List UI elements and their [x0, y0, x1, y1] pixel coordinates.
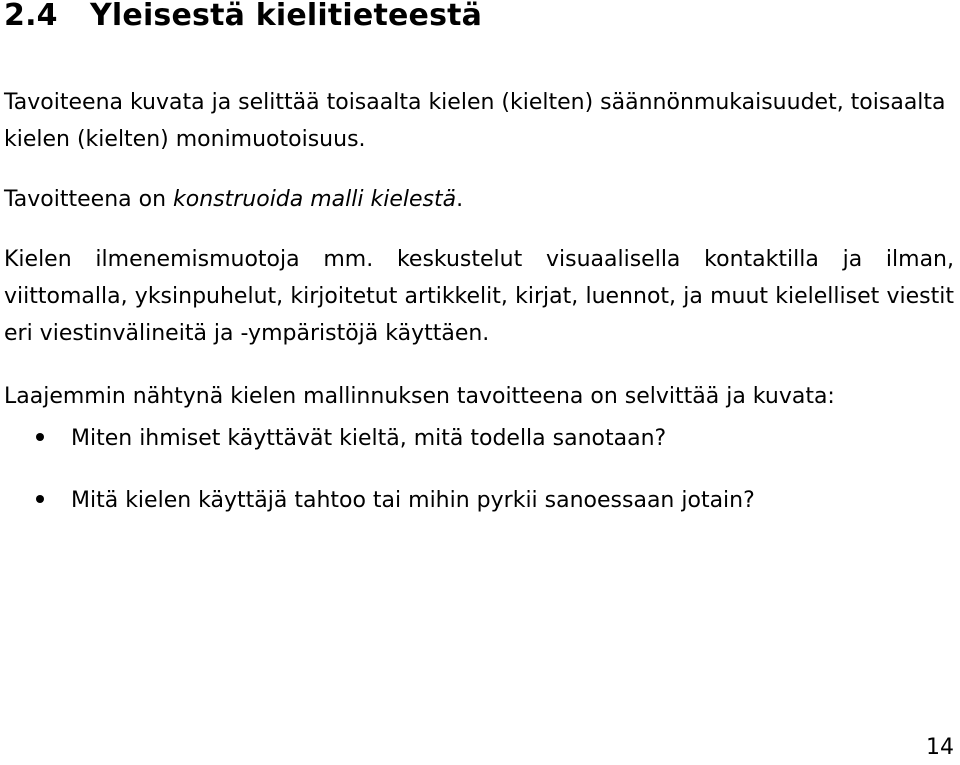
- paragraph-model-emphasis: konstruoida malli kielestä: [173, 187, 457, 212]
- page-number: 14: [926, 735, 954, 760]
- section-number: 2.4: [4, 0, 58, 33]
- paragraph-broader-goal: Laajemmin nähtynä kielen mallinnuksen tavoitteena on selvittää ja kuvata:: [4, 384, 835, 409]
- paragraph-model-prefix: Tavoitteena on: [4, 187, 174, 212]
- section-title: Yleisestä kielitieteestä: [90, 0, 483, 33]
- section-heading: [4, 0, 482, 33]
- paragraph-goal: Tavoiteena kuvata ja selittää toisaalta kielen (kielten) säännönmukaisuudet, toisaalta kielen (kielten) monimuotoisuus.: [4, 90, 946, 152]
- list-item-text: Mitä kielen käyttäjä tahtoo tai mihin pyrkii sanoessaan jotain?: [71, 488, 755, 513]
- bullet-icon: [36, 495, 44, 503]
- bullet-icon: [36, 433, 44, 441]
- list-item: [36, 482, 755, 519]
- paragraph-model: [4, 181, 954, 218]
- paragraph-manifestations: Kielen ilmenemismuotoja mm. keskustelut visuaalisella kontaktilla ja ilman, viittomalla, yksinpuhelut, kirjoitetut artikkelit, kirjat, luennot, ja muut kielelliset viestit eri viestinvälineitä ja -ympäristöjä käyttäen.: [4, 247, 954, 346]
- list-item: [36, 420, 666, 457]
- list-item-text: Miten ihmiset käyttävät kieltä, mitä todella sanotaan?: [71, 426, 667, 451]
- paragraph-model-suffix: .: [456, 187, 464, 212]
